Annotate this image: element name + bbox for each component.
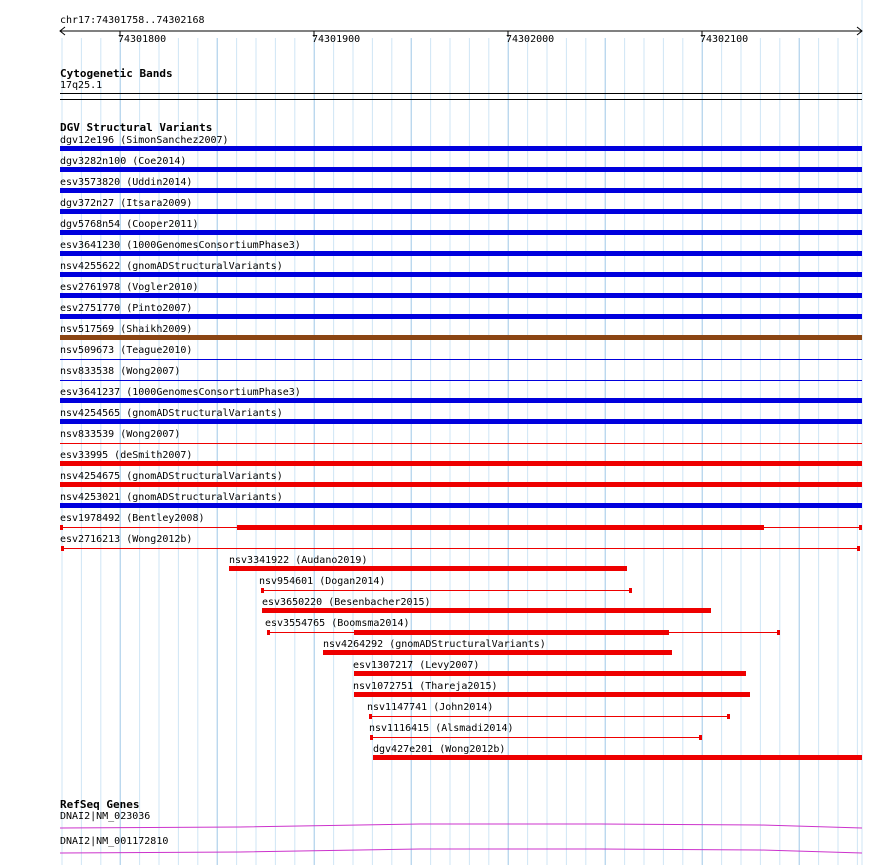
dgv-feature-bar[interactable] — [262, 608, 711, 613]
dgv-feature-bar[interactable] — [370, 737, 702, 738]
dgv-feature-bar[interactable] — [261, 590, 632, 591]
dgv-feature-bar[interactable] — [60, 419, 862, 424]
dgv-feature-label[interactable]: dgv427e201 (Wong2012b) — [373, 744, 506, 755]
cytoband-bar[interactable] — [60, 93, 862, 94]
dgv-feature-bar[interactable] — [354, 671, 746, 676]
dgv-feature-bar[interactable] — [60, 482, 862, 487]
dgv-feature-label[interactable]: esv1307217 (Levy2007) — [353, 660, 480, 671]
dgv-feature-endcap — [777, 630, 780, 635]
dgv-feature-bar[interactable] — [60, 188, 862, 193]
dgv-feature-label[interactable]: nsv833538 (Wong2007) — [60, 366, 181, 377]
dgv-feature-label[interactable]: esv1978492 (Bentley2008) — [60, 513, 205, 524]
dgv-feature-endcap — [857, 546, 860, 551]
dgv-feature-bar[interactable] — [60, 167, 862, 172]
dgv-feature-bar[interactable] — [60, 272, 862, 277]
dgv-feature-bar[interactable] — [373, 755, 862, 760]
ruler-tick-label: 74302000 — [506, 34, 555, 45]
refseq-gene-label[interactable]: DNAI2|NM_001172810 — [60, 836, 169, 847]
dgv-feature-endcap — [699, 735, 702, 740]
dgv-feature-endcap — [629, 588, 632, 593]
dgv-feature-bar[interactable] — [60, 146, 862, 151]
ruler-tick-label: 74301800 — [118, 34, 167, 45]
dgv-feature-label[interactable]: esv3573820 (Uddin2014) — [60, 177, 193, 188]
dgv-feature-bar[interactable] — [61, 548, 860, 549]
dgv-feature-label[interactable]: nsv1147741 (John2014) — [367, 702, 494, 713]
dgv-feature-bar[interactable] — [60, 359, 862, 360]
dgv-feature-bar[interactable] — [229, 566, 627, 571]
dgv-feature-label[interactable]: nsv3341922 (Audano2019) — [229, 555, 368, 566]
dgv-feature-label[interactable]: nsv1072751 (Thareja2015) — [353, 681, 498, 692]
dgv-feature-label[interactable]: esv2751770 (Pinto2007) — [60, 303, 193, 314]
dgv-feature-bar[interactable] — [60, 293, 862, 298]
dgv-feature-label[interactable]: esv3554765 (Boomsma2014) — [265, 618, 410, 629]
dgv-feature-endcap — [370, 735, 373, 740]
dgv-feature-endcap — [727, 714, 730, 719]
dgv-feature-bar[interactable] — [369, 716, 730, 717]
dgv-feature-thick-segment[interactable] — [354, 630, 669, 635]
dgv-feature-bar[interactable] — [323, 650, 672, 655]
dgv-feature-bar[interactable] — [60, 461, 862, 466]
dgv-feature-label[interactable]: nsv4254675 (gnomADStructuralVariants) — [60, 471, 283, 482]
dgv-feature-bar[interactable] — [60, 209, 862, 214]
cytoband-bar-bottom — [60, 99, 862, 100]
dgv-feature-label[interactable]: dgv5768n54 (Cooper2011) — [60, 219, 199, 230]
dgv-feature-label[interactable]: esv3641237 (1000GenomesConsortiumPhase3) — [60, 387, 301, 398]
cytoband-track-title[interactable]: Cytogenetic Bands — [60, 67, 173, 80]
dgv-feature-endcap — [61, 546, 64, 551]
refseq-gene-label[interactable]: DNAI2|NM_023036 — [60, 811, 151, 822]
dgv-feature-endcap — [859, 525, 862, 530]
dgv-feature-label[interactable]: esv3650220 (Besenbacher2015) — [262, 597, 431, 608]
refseq-gene-line[interactable] — [0, 847, 890, 855]
dgv-feature-label[interactable]: nsv517569 (Shaikh2009) — [60, 324, 193, 335]
dgv-feature-thick-segment[interactable] — [237, 525, 764, 530]
ruler-range-label: chr17:74301758..74302168 — [60, 15, 205, 26]
refseq-track-title[interactable]: RefSeq Genes — [60, 798, 140, 811]
dgv-feature-label[interactable]: esv3641230 (1000GenomesConsortiumPhase3) — [60, 240, 301, 251]
dgv-feature-bar[interactable] — [354, 692, 750, 697]
dgv-feature-endcap — [267, 630, 270, 635]
dgv-feature-bar[interactable] — [60, 503, 862, 508]
dgv-feature-label[interactable]: esv2761978 (Vogler2010) — [60, 282, 199, 293]
cytoband-label: 17q25.1 — [60, 80, 103, 91]
dgv-feature-label[interactable]: nsv4254565 (gnomADStructuralVariants) — [60, 408, 283, 419]
dgv-feature-bar[interactable] — [60, 398, 862, 403]
dgv-feature-label[interactable]: nsv833539 (Wong2007) — [60, 429, 181, 440]
dgv-feature-label[interactable]: nsv4253021 (gnomADStructuralVariants) — [60, 492, 283, 503]
ruler-tick-label: 74302100 — [700, 34, 749, 45]
dgv-feature-label[interactable]: nsv954601 (Dogan2014) — [259, 576, 386, 587]
dgv-feature-label[interactable]: esv33995 (deSmith2007) — [60, 450, 193, 461]
dgv-feature-bar[interactable] — [60, 335, 862, 340]
dgv-feature-label[interactable]: dgv12e196 (SimonSanchez2007) — [60, 135, 229, 146]
dgv-feature-label[interactable]: nsv509673 (Teague2010) — [60, 345, 193, 356]
dgv-feature-label[interactable]: dgv372n27 (Itsara2009) — [60, 198, 193, 209]
dgv-feature-endcap — [369, 714, 372, 719]
dgv-feature-label[interactable]: nsv1116415 (Alsmadi2014) — [369, 723, 514, 734]
dgv-feature-bar[interactable] — [60, 230, 862, 235]
dgv-feature-bar[interactable] — [60, 443, 862, 444]
dgv-feature-label[interactable]: dgv3282n100 (Coe2014) — [60, 156, 187, 167]
dgv-feature-endcap — [60, 525, 63, 530]
dgv-feature-label[interactable]: nsv4264292 (gnomADStructuralVariants) — [323, 639, 546, 650]
ruler-tick-label: 74301900 — [312, 34, 361, 45]
dgv-feature-label[interactable]: nsv4255622 (gnomADStructuralVariants) — [60, 261, 283, 272]
dgv-feature-bar[interactable] — [60, 251, 862, 256]
refseq-gene-line[interactable] — [0, 822, 890, 830]
dgv-track-title[interactable]: DGV Structural Variants — [60, 121, 213, 134]
dgv-feature-label[interactable]: esv2716213 (Wong2012b) — [60, 534, 193, 545]
dgv-feature-bar[interactable] — [60, 380, 862, 381]
dgv-feature-endcap — [261, 588, 264, 593]
dgv-feature-bar[interactable] — [60, 314, 862, 319]
